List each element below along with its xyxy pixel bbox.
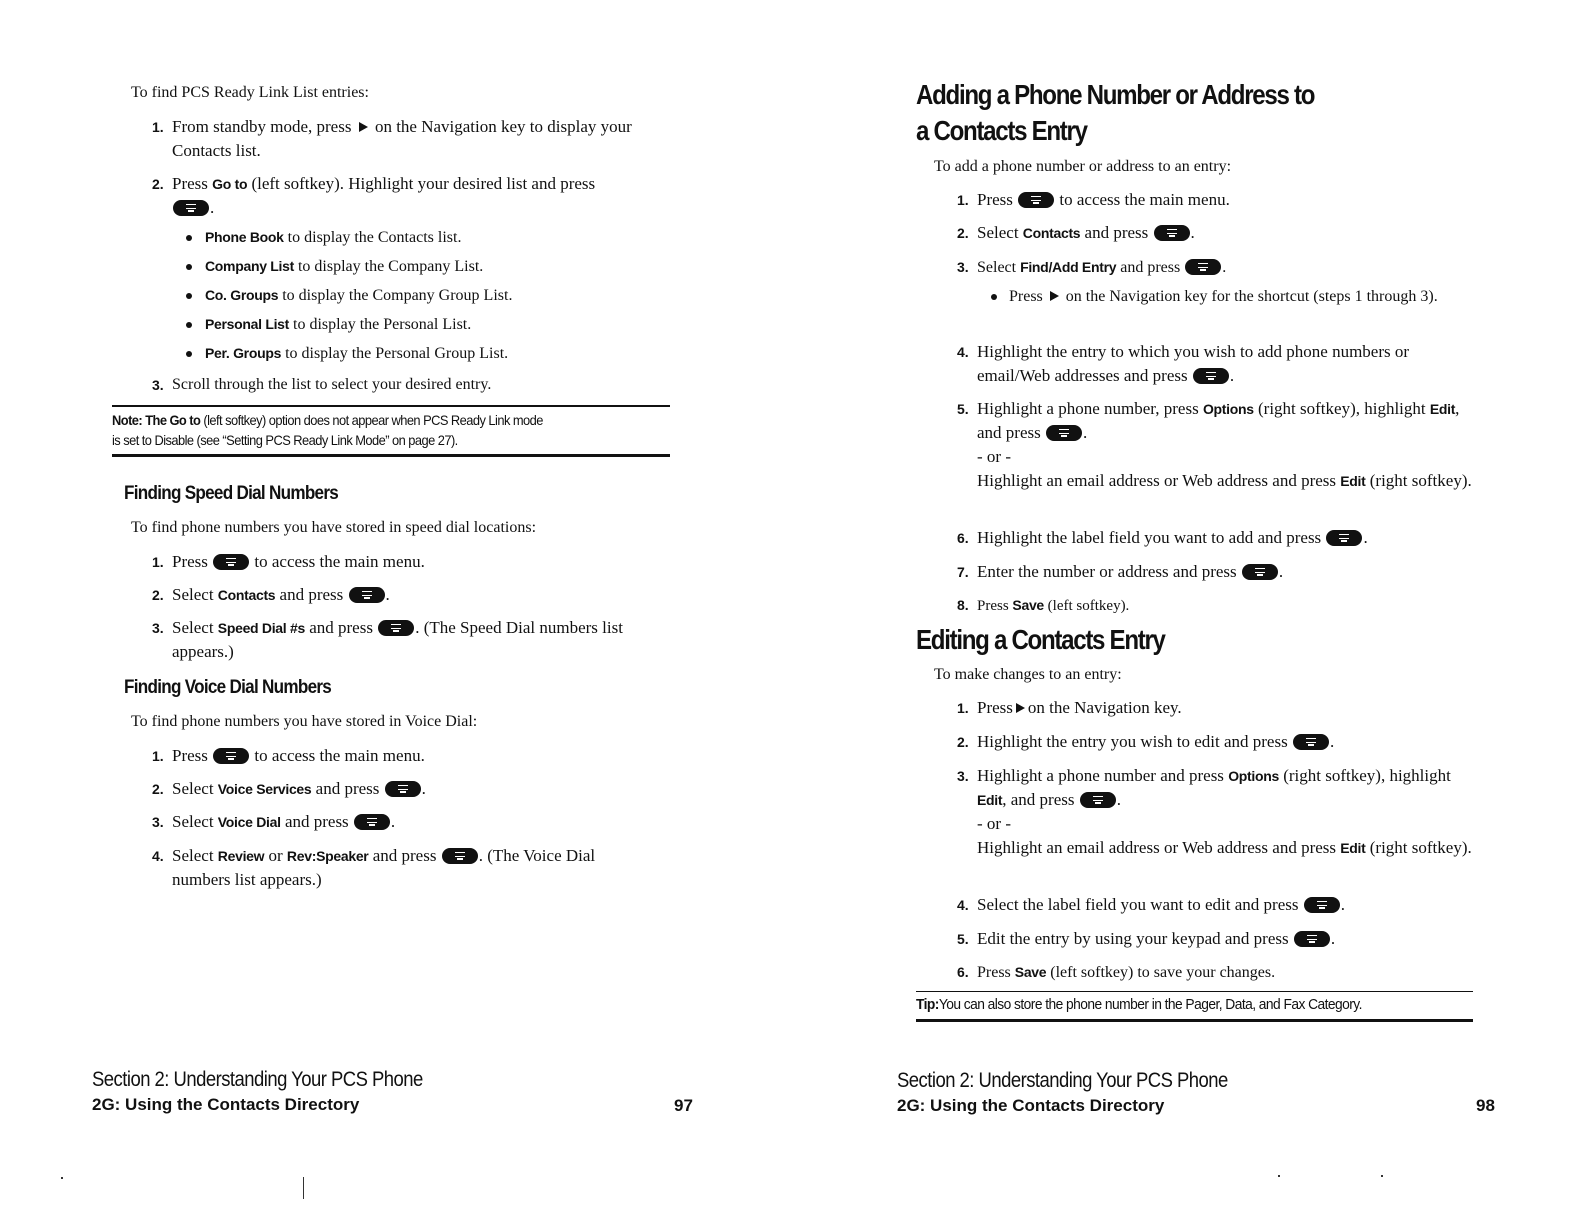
editing-heading: Editing a Contacts Entry <box>916 624 1165 655</box>
step-number: 1. <box>957 700 969 716</box>
ready-link-step-2 <box>152 172 622 220</box>
step-number: 1. <box>957 192 969 208</box>
menu-ok-key-icon <box>173 200 209 216</box>
menu-ok-key-icon <box>213 748 249 764</box>
ready-link-intro: To find PCS Ready Link List entries: <box>131 84 369 101</box>
menu-item-label: Find/Add Entry <box>1020 259 1117 275</box>
adding-step-8 <box>957 593 1482 618</box>
option-label: Co. Groups <box>205 287 279 303</box>
voice-dial-step-4 <box>152 844 652 892</box>
menu-ok-key-icon <box>385 781 421 797</box>
speed-dial-step-2 <box>152 583 652 607</box>
footer-chapter: 2G: Using the Contacts Directory <box>92 1095 360 1114</box>
step-text: Edit the entry by using your keypad and press <box>977 929 1289 948</box>
ready-link-step-1 <box>152 115 672 163</box>
page-number: 97 <box>674 1096 693 1115</box>
step-text: (right softkey), highlight <box>1283 766 1451 785</box>
navigation-right-arrow-icon <box>1016 703 1025 713</box>
tip-box <box>916 991 1473 1022</box>
note-line-2: is set to Disable (see “Setting PCS Ready Link Mode” on page 27). <box>112 432 458 448</box>
adding-intro: To add a phone number or address to an entry: <box>934 158 1232 175</box>
step-text: Press <box>977 190 1013 209</box>
step-number: 3. <box>152 377 164 393</box>
ready-link-step-3 <box>152 373 652 397</box>
step-number: 2. <box>957 734 969 750</box>
editing-intro: To make changes to an entry: <box>934 666 1122 683</box>
step-text: Press <box>172 746 208 765</box>
note-label: Note: <box>112 412 143 428</box>
editing-step-4 <box>957 893 1482 917</box>
editing-step-3 <box>957 764 1482 860</box>
step-text: . <box>1116 790 1121 809</box>
step-text: . <box>390 812 396 831</box>
step-text: and press <box>315 779 380 798</box>
adding-step-2 <box>957 221 1497 245</box>
menu-ok-key-icon <box>213 554 249 570</box>
bullet-text: to display the Personal Group List. <box>285 345 509 362</box>
step-text: and press <box>372 846 437 865</box>
speed-dial-heading: Finding Speed Dial Numbers <box>124 483 339 504</box>
step-text: Select <box>977 223 1019 242</box>
step-text: Highlight a phone number and press <box>977 766 1224 785</box>
note-line-1 <box>112 410 625 430</box>
softkey-label: Options <box>1228 768 1279 784</box>
editing-step-2 <box>957 730 1482 754</box>
footer-section: Section 2: Understanding Your PCS Phone <box>897 1069 1228 1092</box>
step-number: 3. <box>152 620 164 636</box>
menu-ok-key-icon <box>1242 564 1278 580</box>
menu-item-label: Voice Dial <box>217 814 281 830</box>
menu-item-label: Contacts <box>217 587 276 603</box>
softkey-label: Save <box>1014 964 1047 980</box>
ready-link-bullet-1 <box>186 226 461 249</box>
step-text: , and press <box>1002 790 1075 809</box>
step-text: and press <box>1120 259 1181 276</box>
adding-shortcut-bullet <box>991 285 1441 308</box>
bullet-text: Press <box>1009 288 1043 305</box>
menu-ok-key-icon <box>1046 425 1082 441</box>
step-text: . <box>210 198 215 217</box>
menu-ok-key-icon <box>354 814 390 830</box>
adding-step-5 <box>957 397 1482 493</box>
step-text: Press <box>172 552 208 571</box>
bullet-text: to display the Personal List. <box>293 316 472 333</box>
bullet-dot <box>186 293 192 299</box>
step-text: . <box>1229 366 1235 385</box>
step-text: Highlight the label field you want to add and press <box>977 528 1322 547</box>
menu-item-label: Contacts <box>1022 225 1081 241</box>
bullet-text: to display the Company Group List. <box>282 287 513 304</box>
bullet-dot <box>186 235 192 241</box>
right-page <box>792 0 1584 1224</box>
step-text: . (The Voice Dial numbers list appears.) <box>172 846 596 889</box>
menu-item-label: Voice Services <box>217 781 312 797</box>
menu-ok-key-icon <box>1154 225 1190 241</box>
step-text: From standby mode, press <box>172 117 352 136</box>
step-text: on the Navigation key to display your Contacts list. <box>172 117 632 160</box>
ready-link-bullet-5 <box>186 342 508 365</box>
option-label: Company List <box>205 258 294 274</box>
step-text: Highlight the entry to which you wish to add phone numbers or email/Web addresses and press <box>977 342 1410 385</box>
speed-dial-step-1 <box>152 550 652 574</box>
speed-dial-step-3 <box>152 616 652 664</box>
menu-ok-key-icon <box>1193 368 1229 384</box>
step-text: to access the main menu. <box>254 746 425 765</box>
step-text: Select <box>172 846 214 865</box>
softkey-label: Options <box>1202 401 1254 417</box>
step-number: 5. <box>957 931 969 947</box>
step-text: (left softkey). Highlight your desired list and press <box>251 174 596 193</box>
adding-step-3 <box>957 255 1497 280</box>
step-number: 2. <box>957 225 969 241</box>
bullet-text: to display the Contacts list. <box>287 229 462 246</box>
bullet-text: to display the Company List. <box>297 258 484 275</box>
adding-step-6 <box>957 526 1482 550</box>
bullet-dot <box>186 351 192 357</box>
footer-chapter: 2G: Using the Contacts Directory <box>897 1096 1165 1115</box>
step-number: 2. <box>152 176 164 192</box>
bullet-dot <box>186 264 192 270</box>
step-number: 6. <box>957 964 969 980</box>
step-number: 8. <box>957 597 969 613</box>
speed-dial-intro: To find phone numbers you have stored in speed dial locations: <box>131 519 537 536</box>
step-number: 4. <box>152 848 164 864</box>
note-box <box>112 405 670 457</box>
step-text: Enter the number or address and press <box>977 562 1237 581</box>
step-text: . <box>1330 929 1336 948</box>
note-bold-text: The Go to <box>145 412 201 428</box>
navigation-right-arrow-icon <box>1050 291 1059 301</box>
step-text: . <box>1222 259 1227 276</box>
menu-item-label: Speed Dial #s <box>217 620 305 636</box>
step-text: Press <box>977 964 1011 981</box>
step-text: Press <box>977 698 1013 717</box>
voice-dial-heading: Finding Voice Dial Numbers <box>124 677 332 698</box>
scan-dot <box>1381 1175 1383 1177</box>
menu-ok-key-icon <box>1293 734 1329 750</box>
step-text: (right softkey). <box>1369 838 1472 857</box>
step-number: 4. <box>957 344 969 360</box>
step-number: 7. <box>957 564 969 580</box>
voice-dial-intro: To find phone numbers you have stored in Voice Dial: <box>131 713 478 730</box>
step-number: 1. <box>152 748 164 764</box>
step-text: and press <box>279 585 344 604</box>
option-label: Edit <box>977 792 1003 808</box>
step-number: 2. <box>152 781 164 797</box>
step-number: 5. <box>957 401 969 417</box>
voice-dial-step-1 <box>152 744 652 768</box>
step-text: Select <box>172 779 214 798</box>
step-text: Highlight an email address or Web address and press <box>977 838 1337 857</box>
softkey-label: Go to <box>212 176 248 192</box>
step-text: and press <box>284 812 349 831</box>
step-number: 6. <box>957 530 969 546</box>
step-text: . <box>421 779 426 798</box>
step-number: 1. <box>152 554 164 570</box>
option-label: Edit <box>1340 473 1366 489</box>
step-text: Select the label field you want to edit and press <box>977 895 1299 914</box>
option-label: Personal List <box>205 316 290 332</box>
step-text: Scroll through the list to select your desired entry. <box>172 376 492 393</box>
step-text: (right softkey). <box>1369 471 1472 490</box>
menu-ok-key-icon <box>1304 897 1340 913</box>
step-number: 3. <box>152 814 164 830</box>
step-text: . <box>1340 895 1345 914</box>
step-text: . <box>1278 562 1284 581</box>
adding-step-7 <box>957 560 1482 584</box>
step-text: Select <box>172 618 214 637</box>
step-text: (left softkey). <box>1047 598 1130 614</box>
step-text: (left softkey) to save your changes. <box>1050 964 1276 981</box>
scan-dot <box>61 1177 63 1179</box>
bullet-dot <box>186 322 192 328</box>
menu-ok-key-icon <box>1080 792 1116 808</box>
menu-item-label: Review <box>217 848 265 864</box>
editing-step-6 <box>957 960 1482 985</box>
menu-ok-key-icon <box>1018 192 1054 208</box>
step-number: 3. <box>957 768 969 784</box>
voice-dial-step-3 <box>152 810 652 834</box>
adding-step-4 <box>957 340 1482 388</box>
step-text: . <box>1082 423 1088 442</box>
step-text: . <box>1329 732 1335 751</box>
step-number: 1. <box>152 119 164 135</box>
menu-ok-key-icon <box>442 848 478 864</box>
scan-mark <box>303 1177 304 1199</box>
menu-ok-key-icon <box>349 587 385 603</box>
step-text: to access the main menu. <box>254 552 425 571</box>
menu-ok-key-icon <box>1294 931 1330 947</box>
bullet-dot <box>991 294 997 300</box>
or-separator: - or - <box>977 447 1011 466</box>
softkey-label: Save <box>1012 597 1044 613</box>
bullet-text: on the Navigation key for the shortcut (steps 1 through 3). <box>1065 288 1438 305</box>
step-text: Press <box>172 174 208 193</box>
step-number: 4. <box>957 897 969 913</box>
ready-link-bullet-4 <box>186 313 471 336</box>
step-text: . <box>1190 223 1195 242</box>
step-text: (right softkey), highlight <box>1258 399 1426 418</box>
ready-link-bullet-3 <box>186 284 512 307</box>
step-text: and press <box>309 618 373 637</box>
editing-step-1 <box>957 696 1482 720</box>
adding-step-1 <box>957 188 1497 212</box>
step-number: 2. <box>152 587 164 603</box>
tip-line <box>916 995 1428 1015</box>
tip-text: You can also store the phone number in the Pager, Data, and Fax Category. <box>938 996 1362 1013</box>
adding-heading-line-2: a Contacts Entry <box>916 115 1087 146</box>
step-text: Highlight an email address or Web address and press <box>977 471 1337 490</box>
or-separator: - or - <box>977 814 1011 833</box>
adding-heading <box>916 77 1314 149</box>
option-label: Per. Groups <box>205 345 282 361</box>
step-text: Select <box>977 259 1017 276</box>
page-number: 98 <box>1476 1096 1495 1115</box>
step-text: , and press <box>977 399 1460 442</box>
step-text: Highlight the entry you wish to edit and press <box>977 732 1288 751</box>
option-label: Phone Book <box>205 229 284 245</box>
menu-item-label: Rev:Speaker <box>286 848 369 864</box>
option-label: Edit <box>1340 840 1366 856</box>
ready-link-bullet-2 <box>186 255 483 278</box>
step-text: Select <box>172 585 214 604</box>
menu-ok-key-icon <box>378 620 414 636</box>
step-text: or <box>268 846 283 865</box>
option-label: Edit <box>1429 401 1456 417</box>
tip-label: Tip: <box>916 996 939 1013</box>
scan-dot <box>1278 1175 1280 1177</box>
step-text: Select <box>172 812 214 831</box>
step-text: . (The Speed Dial numbers list appears.) <box>172 618 623 661</box>
menu-ok-key-icon <box>1185 259 1221 275</box>
note-text: (left softkey) option does not appear when PCS Ready Link mode <box>203 412 543 428</box>
step-text: to access the main menu. <box>1059 190 1230 209</box>
step-text: on the Navigation key. <box>1027 698 1182 717</box>
step-number: 3. <box>957 259 969 275</box>
editing-step-5 <box>957 927 1482 951</box>
step-text: Highlight a phone number, press <box>977 399 1199 418</box>
voice-dial-step-2 <box>152 777 652 801</box>
adding-heading-line-1: Adding a Phone Number or Address to <box>916 79 1315 110</box>
navigation-right-arrow-icon <box>359 122 368 132</box>
step-text: Press <box>977 598 1009 614</box>
step-text: and press <box>1084 223 1149 242</box>
step-text: . <box>1363 528 1368 547</box>
menu-ok-key-icon <box>1326 530 1362 546</box>
step-text: . <box>385 585 390 604</box>
footer-section: Section 2: Understanding Your PCS Phone <box>92 1068 423 1091</box>
